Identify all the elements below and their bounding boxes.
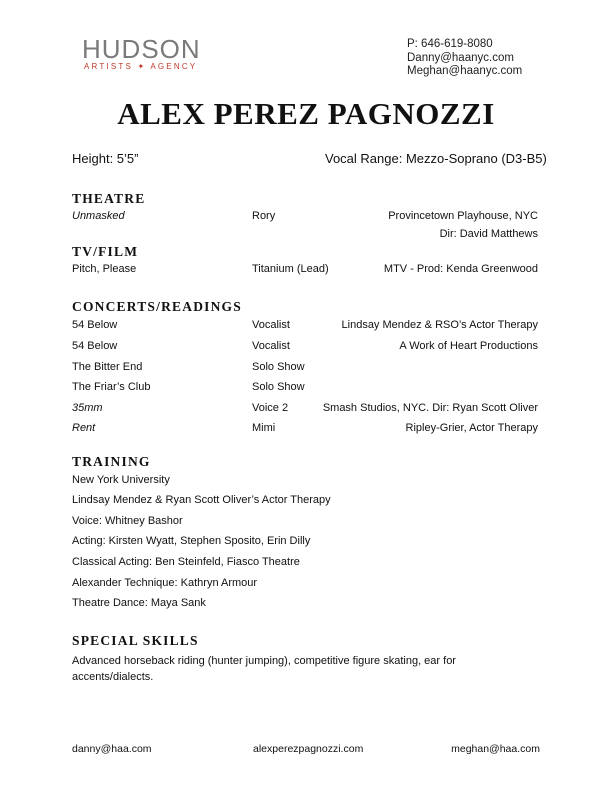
credit-row <box>72 340 540 354</box>
credit-venue: MTV - Prod: Kenda Greenwood <box>383 263 538 275</box>
credit-venue: Ripley-Grier, Actor Therapy <box>405 422 538 434</box>
credit-role: Voice 2 <box>252 402 289 414</box>
credit-role: Vocalist <box>252 340 290 352</box>
credit-venue: Provincetown Playhouse, NYC <box>388 210 538 222</box>
credit-title: The Bitter End <box>72 361 143 373</box>
credit-row-extra <box>72 228 540 242</box>
credit-title: 35mm <box>72 402 103 414</box>
credit-role: Titanium (Lead) <box>252 263 329 275</box>
section-title-skills: SPECIAL SKILLS <box>72 633 199 648</box>
agency-contact <box>407 38 522 79</box>
section-title-tvfilm: TV/FILM <box>72 244 139 259</box>
credit-row <box>72 422 540 436</box>
footer-email-danny[interactable]: danny@haa.com <box>72 743 152 755</box>
credit-venue: A Work of Heart Productions <box>399 340 538 352</box>
contact-email-meghan[interactable]: Meghan@haanyc.com <box>407 65 523 77</box>
training-line: Alexander Technique: Kathryn Armour <box>72 577 258 589</box>
credit-title: The Friar’s Club <box>72 381 151 393</box>
credit-title: 54 Below <box>72 340 118 352</box>
credit-title: Rent <box>72 422 96 434</box>
training-line: New York University <box>72 474 170 486</box>
height-stat: Height: 5’5” <box>72 151 139 166</box>
credit-role: Rory <box>252 210 276 222</box>
credit-title: 54 Below <box>72 319 118 331</box>
training-line: Lindsay Mendez & Ryan Scott Oliver’s Actor Therapy <box>72 494 331 506</box>
credit-row <box>72 319 540 333</box>
training-line: Voice: Whitney Bashor <box>72 515 183 527</box>
credit-row <box>72 361 540 375</box>
credit-title: Unmasked <box>72 210 125 222</box>
logo-subtitle: ARTISTS ✦ AGENCY <box>84 62 198 71</box>
section-title-concerts: CONCERTS/READINGS <box>72 299 242 314</box>
credit-role: Solo Show <box>252 361 305 373</box>
actor-name: ALEX PEREZ PAGNOZZI <box>117 96 495 131</box>
credit-director: Dir: David Matthews <box>439 228 538 240</box>
credit-role: Solo Show <box>252 381 305 393</box>
credit-role: Vocalist <box>252 319 290 331</box>
training-line: Acting: Kirsten Wyatt, Stephen Sposito, Erin Dilly <box>72 535 311 547</box>
credit-role: Mimi <box>252 422 276 434</box>
credit-row <box>72 263 540 277</box>
skills-text: Advanced horseback riding (hunter jumping), competitive figure skating, ear for accents/dialects. <box>72 655 456 683</box>
credit-venue: Smash Studios, NYC. Dir: Ryan Scott Oliver <box>322 402 538 414</box>
footer-website[interactable]: alexperezpagnozzi.com <box>253 743 364 755</box>
credit-row <box>72 381 540 395</box>
credit-row <box>72 402 540 416</box>
contact-email-danny[interactable]: Danny@haanyc.com <box>407 51 514 64</box>
training-line: Classical Acting: Ben Steinfeld, Fiasco Theatre <box>72 556 300 568</box>
logo-wordmark: HUDSON <box>82 34 201 64</box>
contact-phone: P: 646-619-8080 <box>407 38 493 50</box>
credit-row <box>72 210 540 224</box>
section-title-training: TRAINING <box>72 454 151 469</box>
footer-email-meghan[interactable]: meghan@haa.com <box>451 743 540 755</box>
vocal-range-stat: Vocal Range: Mezzo-Soprano (D3-B5) <box>325 151 547 166</box>
credit-title: Pitch, Please <box>72 263 137 275</box>
section-title-theatre: THEATRE <box>72 191 146 206</box>
credit-venue: Lindsay Mendez & RSO’s Actor Therapy <box>341 319 538 331</box>
agency-logo <box>82 36 222 76</box>
training-line: Theatre Dance: Maya Sank <box>72 597 206 609</box>
